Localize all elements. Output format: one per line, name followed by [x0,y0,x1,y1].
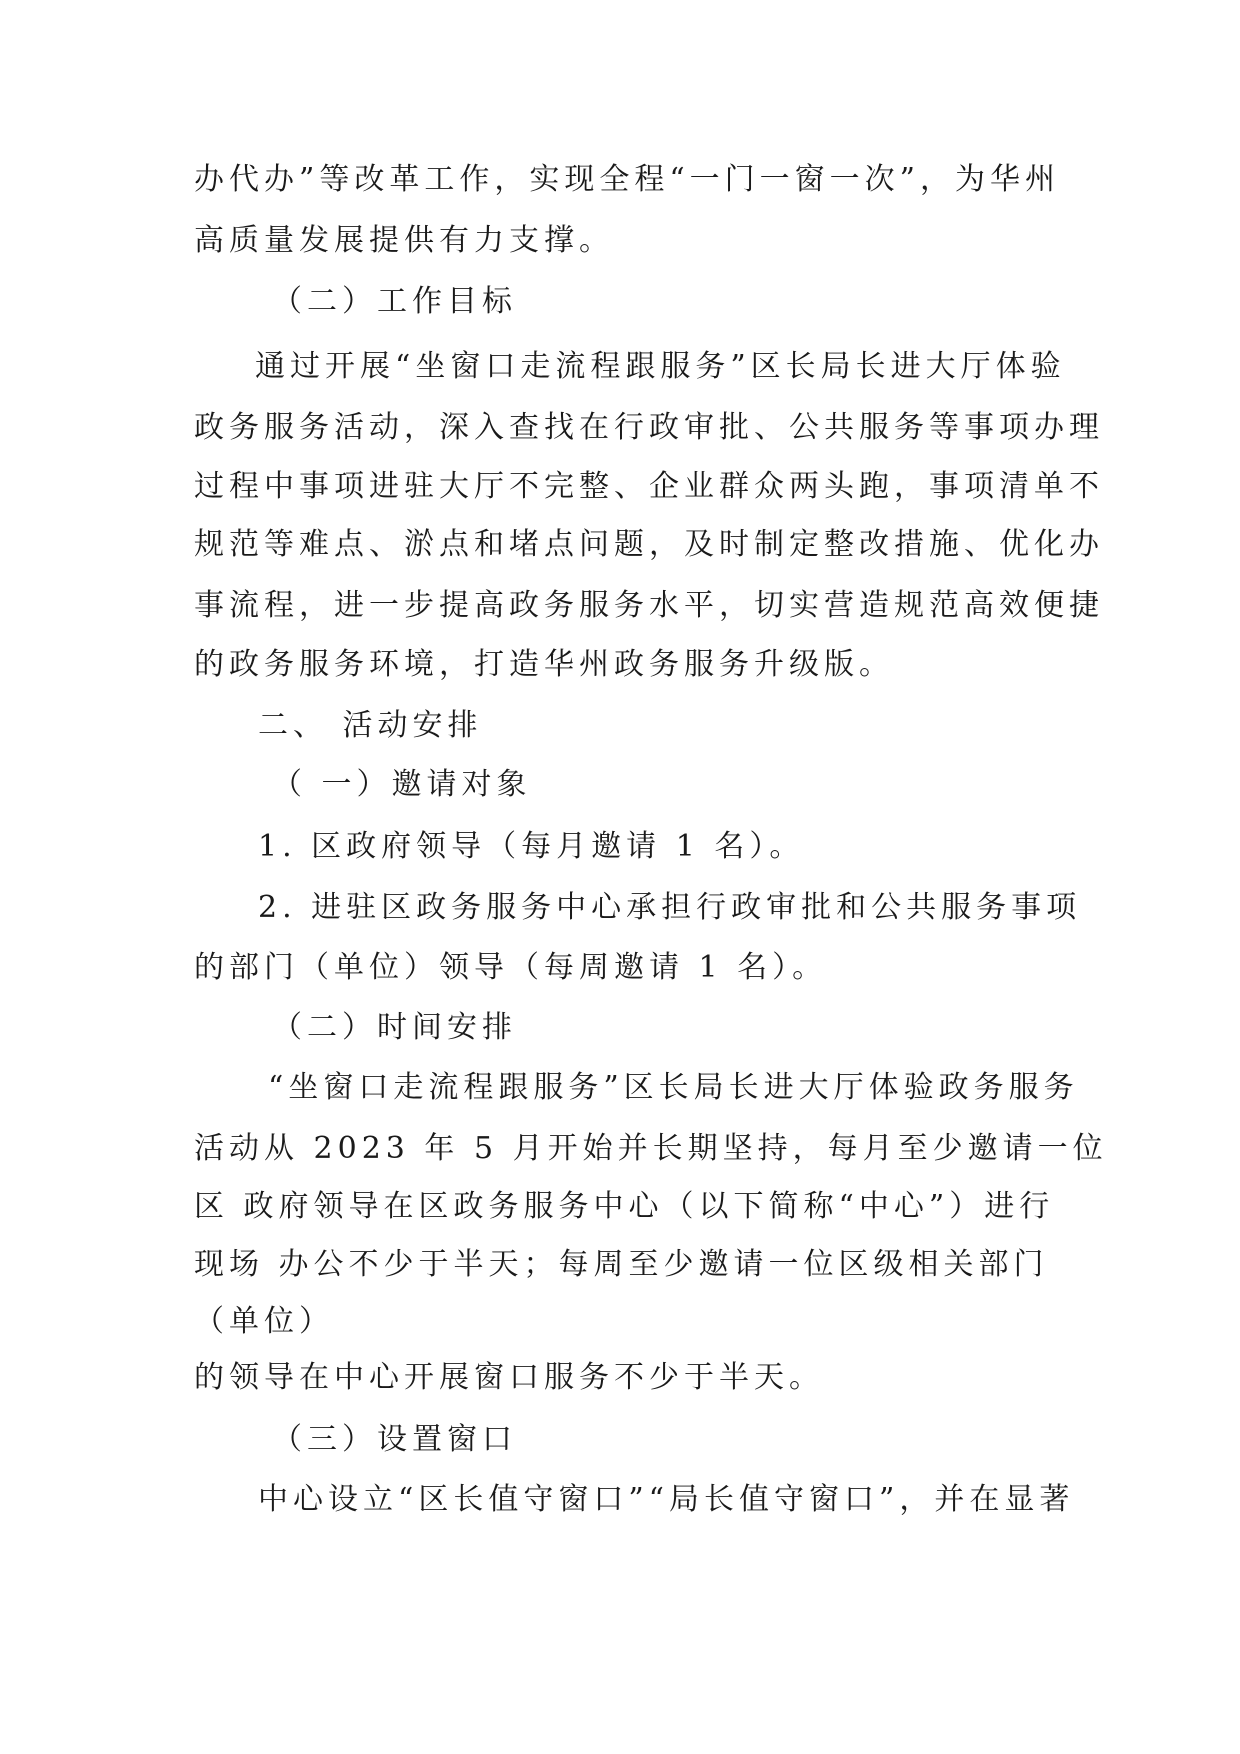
paragraph-line: 过程中事项进驻大厅不完整、企业群众两头跑，事项清单不 [194,469,1104,504]
paragraph-line: 政务服务活动，深入查找在行政审批、公共服务等事项办理 [194,410,1104,445]
paragraph-continuation-line: 高质量发展提供有力支撑。 [194,223,614,258]
paragraph-line: 规范等难点、淤点和堵点问题，及时制定整改措施、优化办 [194,527,1104,562]
section-heading-work-goals: （二）工作目标 [272,284,517,319]
paragraph-line: 区 政府领导在区政务服务中心（以下简称“中心”）进行 [194,1189,1055,1224]
list-item-2: 2. 进驻区政务服务中心承担行政审批和公共服务事项 [258,890,1082,925]
subsection-heading-window-setup: （三）设置窗口 [272,1422,517,1457]
paragraph-continuation-line: 办代办”等改革工作，实现全程“一门一窗一次”，为华州 [194,162,1061,197]
list-item-1: 1. 区政府领导（每月邀请 1 名）。 [258,829,805,864]
paragraph-line: 事流程，进一步提高政务服务水平，切实营造规范高效便捷 [194,588,1104,623]
paragraph-line: 中心设立“区长值守窗口”“局长值守窗口”，并在显著 [258,1482,1075,1517]
paragraph-line: “坐窗口走流程跟服务”区长局长进大厅体验政务服务 [268,1070,1079,1105]
section-heading-activity-arrangement: 二、 活动安排 [258,708,483,743]
paragraph-line: 现场 办公不少于半天；每周至少邀请一位区级相关部门 [194,1247,1049,1282]
subsection-heading-schedule: （二）时间安排 [272,1010,517,1045]
paragraph-line: 活动从 2023 年 5 月开始并长期坚持，每月至少邀请一位 [194,1131,1108,1166]
list-item-2-continuation: 的部门（单位）领导（每周邀请 1 名）。 [194,950,828,985]
paragraph-line: 通过开展“坐窗口走流程跟服务”区长局长进大厅体验 [255,349,1066,384]
paragraph-line: （单位） [194,1304,334,1339]
subsection-heading-invitees: （ 一）邀请对象 [272,767,532,802]
paragraph-line: 的领导在中心开展窗口服务不少于半天。 [194,1360,824,1395]
paragraph-line: 的政务服务环境，打造华州政务服务升级版。 [194,647,894,682]
